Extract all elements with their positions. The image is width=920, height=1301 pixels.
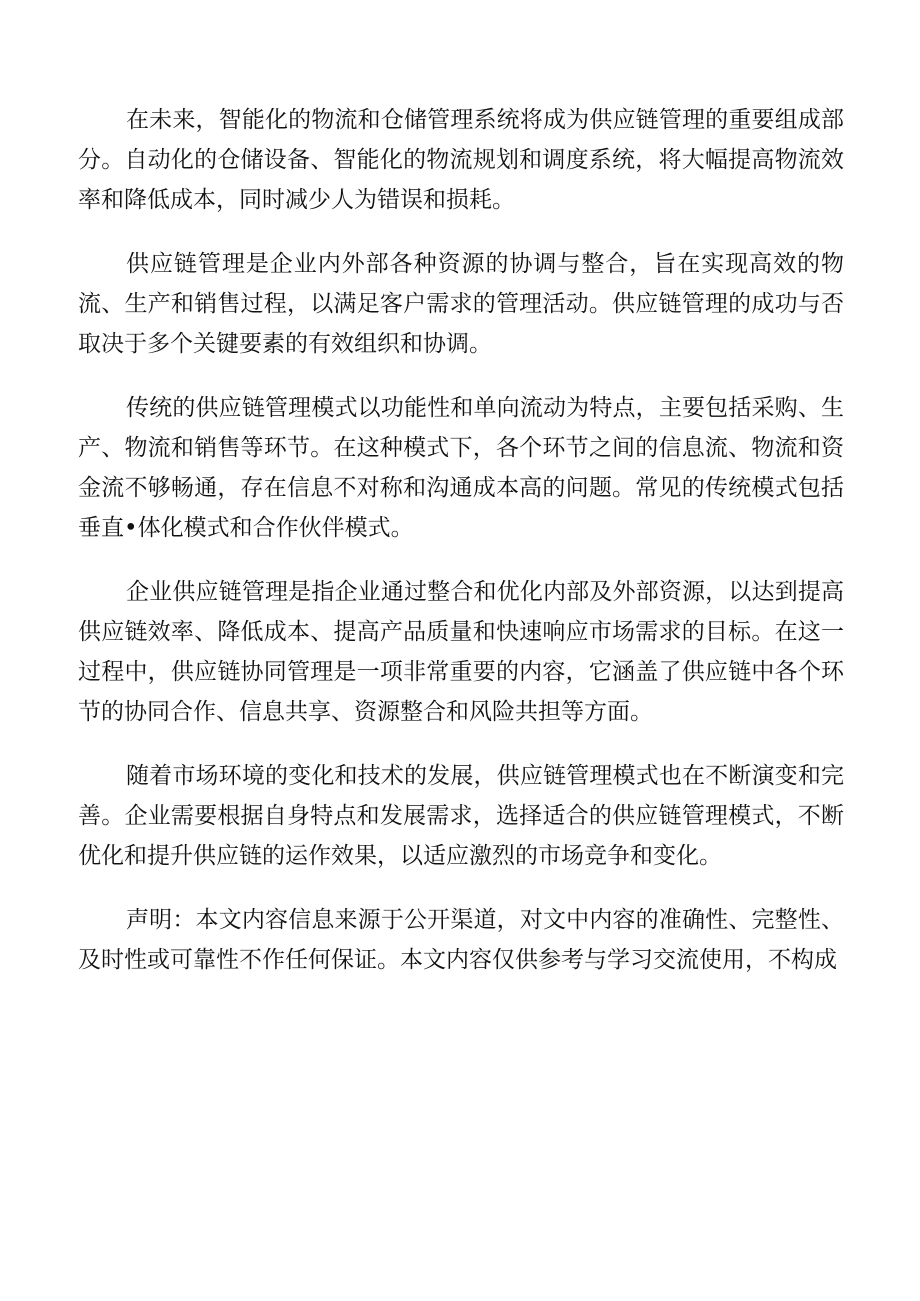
paragraph-traditional-model: 传统的供应链管理模式以功能性和单向流动为特点，主要包括采购、生产、物流和销售等环节。在这种模式下，各个环节之间的信息流、物流和资金流不够畅通，存在信息不对称和沟通成本高的问题。常见的传统模式包括垂直•体化模式和合作伙伴模式。 [78,395,844,541]
paragraph-disclaimer: 声明：本文内容信息来源于公开渠道，对文中内容的准确性、完整性、及时性或可靠性不作任何保证。本文内容仅供参考与学习交流使用，不构成 [78,907,844,973]
paragraph-enterprise-scm: 企业供应链管理是指企业通过整合和优化内部及外部资源，以达到提高供应链效率、降低成本、提高产品质量和快速响应市场需求的目标。在这一过程中，供应链协同管理是一项非常重要的内容，它涵盖了供应链中各个环节的协同合作、信息共享、资源整合和风险共担等方面。 [78,579,844,725]
paragraph-model-evolution: 随着市场环境的变化和技术的发展，供应链管理模式也在不断演变和完善。企业需要根据自身特点和发展需求，选择适合的供应链管理模式，不断优化和提升供应链的运作效果，以适应激烈的市场竞争和变化。 [78,763,844,869]
paragraph-scm-definition: 供应链管理是企业内外部各种资源的协调与整合，旨在实现高效的物流、生产和销售过程，以满足客户需求的管理活动。供应链管理的成功与否取决于多个关键要素的有效组织和协调。 [78,251,844,357]
paragraph-smart-logistics: 在未来，智能化的物流和仓储管理系统将成为供应链管理的重要组成部分。自动化的仓储设备、智能化的物流规划和调度系统，将大幅提高物流效率和降低成本，同时减少人为错误和损耗。 [78,107,844,213]
document-body [78,100,844,1004]
